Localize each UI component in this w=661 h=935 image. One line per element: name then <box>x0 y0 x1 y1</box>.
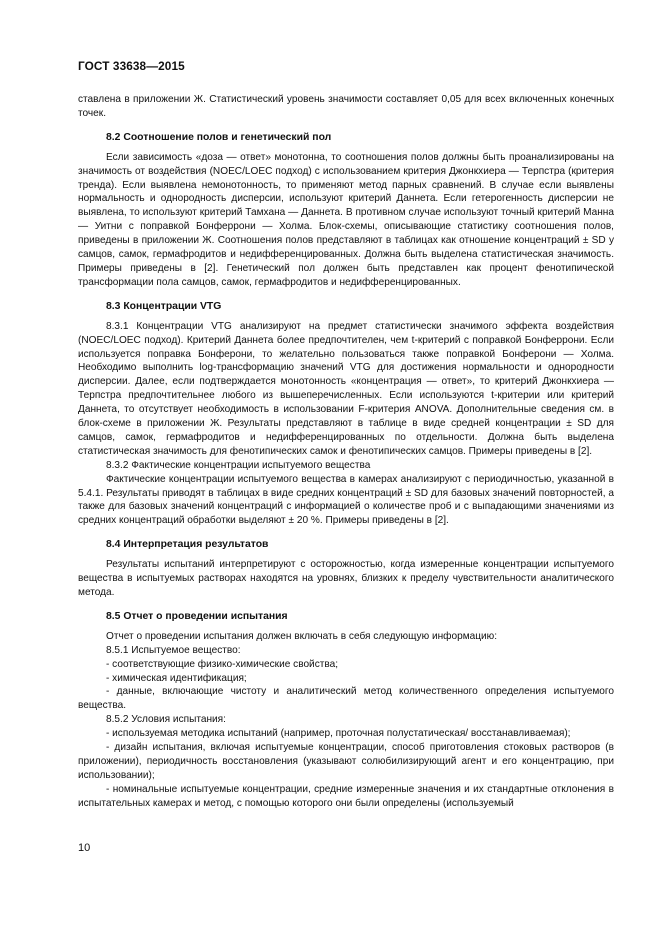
paragraph: - данные, включающие чистоту и аналитический метод количественного определения испытуемого вещества. <box>78 686 614 712</box>
paragraph: Фактические концентрации испытуемого вещества в камерах анализируют с периодичностью, указанной в 5.4.1. Результаты приводят в таблицах в виде средних концентраций ± SD для базовых значений повторностей, а также для базовых значений концентраций с информацией о количестве проб и с выпадающими значениями из средних концентраций обработки выделяют ± 20 %. Примеры приведены в [2]. <box>78 473 614 527</box>
paragraph: - дизайн испытания, включая испытуемые концентрации, способ приготовления стоковых растворов (в приложении), периодичность восстановления (указывают солюбилизирующий агент и его концентрацию, при использовании); <box>78 742 614 781</box>
section-heading: 8.5 Отчет о проведении испытания <box>106 610 288 622</box>
section-heading: 8.2 Соотношение полов и генетический пол <box>106 131 332 143</box>
paragraph: 8.3.2 Фактические концентрации испытуемого вещества <box>106 459 371 471</box>
paragraph: - используемая методика испытаний (например, проточная полустатическая/ восстанавливаемая); <box>106 728 571 740</box>
paragraph: Результаты испытаний интерпретируют с осторожностью, когда измеренные концентрации испытуемого вещества в испытуемых растворах находятся на уровнях, близких к пределу чувствительности аналитического метода. <box>78 559 614 598</box>
page-number: 10 <box>78 842 91 854</box>
paragraph: Если зависимость «доза — ответ» монотонна, то соотношения полов должны быть проанализированы на значимость от воздействия (NOEC/LOEC подход) с использованием критерия Джонкхиера — Терпстра (критерия тренда). Если выявлена немонотонность, то применяют метод парных сравнений. В случае если выявлены нормальность и однородность дисперсии, используют критерий Даннета. Если гетерогенность дисперсии не выявлена, то используют критерий Тамхана — Даннета. В противном случае используют точный критерий Манна — Уитни с поправкой Бонферрони — Холма. Блок-схемы, описывающие статистику соотношения полов, приведены в приложении Ж. Соотношения полов представляют в таблицах как отношение концентраций ± SD у самцов, самок, гермафродитов и недифференцированных. Должна быть выделена статистическая значимость. Примеры приведены в [2]. Генетический пол должен быть представлен как процент фенотипической трансформации пола самцов, самок, гермафродитов и недифференцированных. <box>78 151 614 288</box>
paragraph: 8.3.1 Концентрации VTG анализируют на предмет статистически значимого эффекта воздействия (NOEC/LOEC подход). Критерий Даннета более предпочтителен, чем t-критерий с поправкой Бонферрони. Если используется поправка Бонферони, то желательно пользоваться также поправкой Бонферони — Холма. Необходимо выполнить log-трансформацию значений VTG для достижения нормальности и однородности дисперсии. Далее, если подтверждается монотонность «концентрация — ответ», то критерий Джонкхиера — Терпстра предпочтительнее любого из вышеперечисленных. Если используются t-критерии или критерий Даннета, то отсутствует необходимость в использовании F-критерия ANOVA. Дополнительные сведения см. в блок-схеме в приложении Ж. Результаты представляют в таблице в виде средней концентрации ± SD для самцов, самок, гермафродитов и недифференцированных по отдельности. Должна быть выделена статистическая значимость для фенотипических самок и фенотипических самцов. Примеры приведены в [2]. <box>78 320 614 457</box>
section-heading: 8.3 Концентрации VTG <box>106 300 222 312</box>
document-body <box>78 93 614 811</box>
paragraph: 8.5.2 Условия испытания: <box>106 714 226 726</box>
paragraph: - химическая идентификация; <box>106 672 247 684</box>
section-heading: 8.4 Интерпретация результатов <box>106 539 269 551</box>
paragraph: - номинальные испытуемые концентрации, средние измеренные значения и их стандартные отклонения в испытательных камерах и метод, с помощью которого они были определены (используемый <box>78 783 614 809</box>
paragraph: Отчет о проведении испытания должен включать в себя следующую информацию: <box>106 630 498 642</box>
paragraph: ставлена в приложении Ж. Статистический уровень значимости составляет 0,05 для всех включенных конечных точек. <box>78 94 614 119</box>
paragraph: - соответствующие физико-химические свойства; <box>106 658 339 670</box>
standard-code-header: ГОСТ 33638—2015 <box>78 59 185 73</box>
paragraph: 8.5.1 Испытуемое вещество: <box>106 644 241 656</box>
